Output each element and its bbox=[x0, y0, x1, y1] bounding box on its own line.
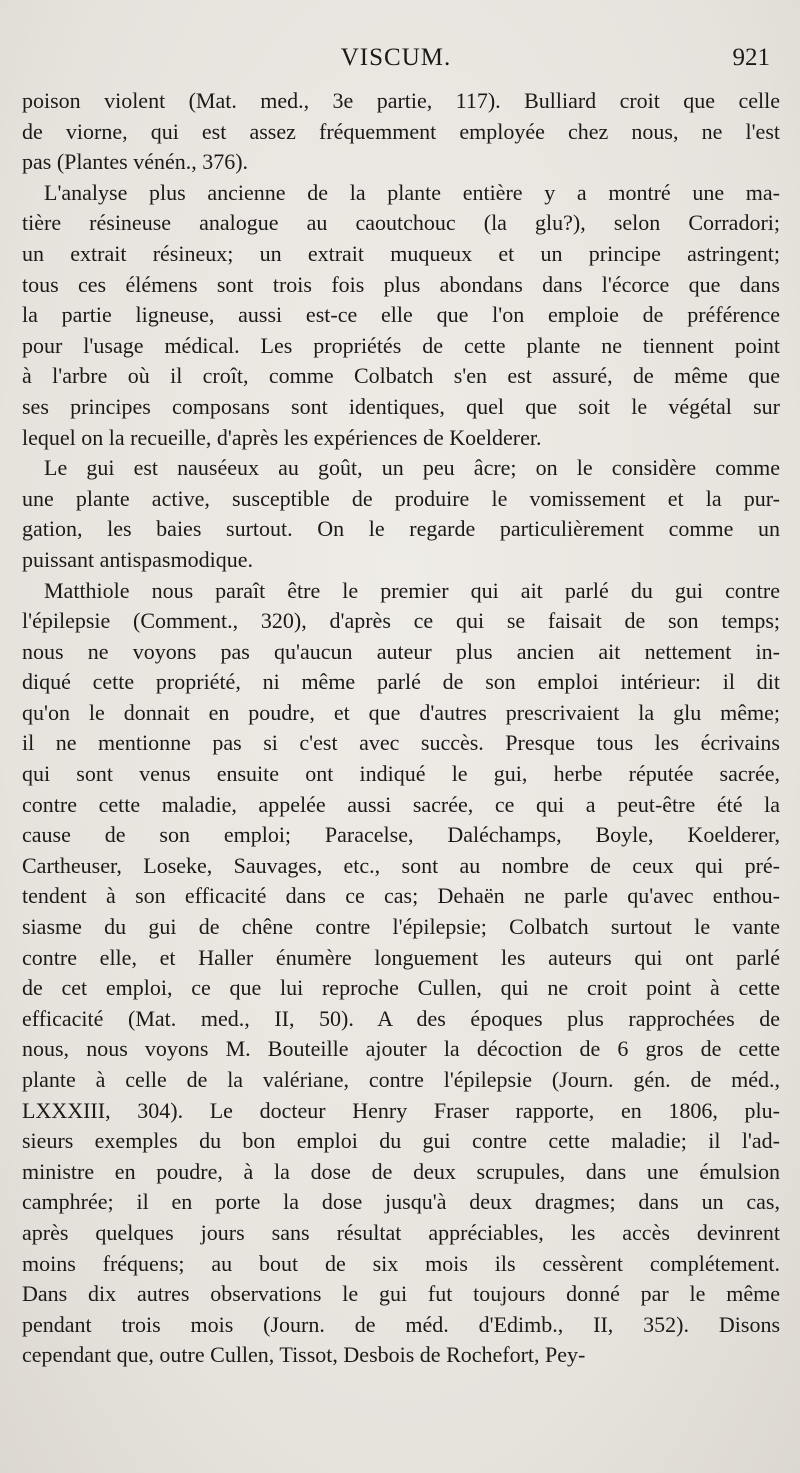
text-line: ministre en poudre, à la dose de deux scrupules, dans une émulsion bbox=[22, 1158, 780, 1184]
text-line: cependant que, outre Cullen, Tissot, Desbois de Rochefort, Pey- bbox=[22, 1342, 586, 1368]
text-line: tière résineuse analogue au caoutchouc (la glu?), selon Corradori; bbox=[22, 210, 780, 236]
page-number: 921 bbox=[732, 44, 770, 71]
text-line: nous ne voyons pas qu'aucun auteur plus ancien ait nettement in- bbox=[22, 638, 780, 664]
body-text bbox=[22, 86, 780, 1371]
text-line: tendent à son efficacité dans ce cas; Dehaën ne parle qu'avec enthou- bbox=[22, 883, 780, 909]
text-line: L'analyse plus ancienne de la plante entière y a montré une ma- bbox=[44, 179, 780, 205]
text-line: de viorne, qui est assez fréquemment employée chez nous, ne l'est bbox=[22, 118, 780, 144]
text-line: un extrait résineux; un extrait muqueux et un principe astringent; bbox=[22, 240, 780, 266]
text-line: gation, les baies surtout. On le regarde particulièrement comme un bbox=[22, 516, 780, 542]
text-line: Cartheuser, Loseke, Sauvages, etc., sont au nombre de ceux qui pré- bbox=[22, 852, 780, 878]
text-line: moins fréquens; au bout de six mois ils cessèrent complétement. bbox=[22, 1250, 780, 1276]
text-line: Dans dix autres observations le gui fut toujours donné par le même bbox=[22, 1281, 780, 1307]
text-line: poison violent (Mat. med., 3e partie, 117). Bulliard croit que celle bbox=[22, 88, 780, 113]
text-line: il ne mentionne pas si c'est avec succès. Presque tous les écrivains bbox=[22, 730, 780, 756]
text-line: diqué cette propriété, ni même parlé de son emploi intérieur: il dit bbox=[22, 669, 780, 695]
text-line: qui sont venus ensuite ont indiqué le gui, herbe réputée sacrée, bbox=[22, 761, 780, 787]
text-line: après quelques jours sans résultat appréciables, les accès devinrent bbox=[22, 1219, 780, 1245]
text-line: sieurs exemples du bon emploi du gui contre cette maladie; il l'ad- bbox=[22, 1128, 780, 1154]
text-line: contre elle, et Haller énumère longuement les auteurs qui ont parlé bbox=[22, 944, 780, 970]
text-line: lequel on la recueille, d'après les expériences de Koelderer. bbox=[22, 424, 542, 450]
paragraph bbox=[22, 576, 780, 1371]
paragraph bbox=[22, 453, 780, 575]
text-line: contre cette maladie, appelée aussi sacrée, ce qui a peut-être été la bbox=[22, 791, 780, 817]
text-line: nous, nous voyons M. Bouteille ajouter la décoction de 6 gros de cette bbox=[22, 1036, 780, 1062]
text-line: pour l'usage médical. Les propriétés de cette plante ne tiennent point bbox=[22, 332, 780, 358]
text-line: à l'arbre où il croît, comme Colbatch s'en est assuré, de même que bbox=[22, 363, 780, 389]
text-line: plante à celle de la valériane, contre l'épilepsie (Journ. gén. de méd., bbox=[22, 1067, 780, 1092]
text-line: de cet emploi, ce que lui reproche Cullen, qui ne croit point à cette bbox=[22, 975, 780, 1001]
text-line: une plante active, susceptible de produire le vomissement et la pur- bbox=[22, 485, 780, 511]
text-line: Matthiole nous paraît être le premier qui ait parlé du gui contre bbox=[44, 577, 780, 603]
text-line: LXXXIII, 304). Le docteur Henry Fraser rapporte, en 1806, plu- bbox=[22, 1097, 780, 1123]
text-line: siasme du gui de chêne contre l'épilepsie; Colbatch surtout le vante bbox=[22, 914, 780, 940]
text-line: camphrée; il en porte la dose jusqu'à deux dragmes; dans un cas, bbox=[22, 1189, 780, 1215]
text-line: tous ces élémens sont trois fois plus abondans dans l'écorce que dans bbox=[22, 271, 780, 297]
paragraph bbox=[22, 178, 780, 453]
text-line: ses principes composans sont identiques, quel que soit le végétal sur bbox=[22, 393, 780, 419]
text-line: puissant antispasmodique. bbox=[22, 546, 253, 572]
paragraph bbox=[22, 86, 780, 178]
text-line: pas (Plantes vénén., 376). bbox=[22, 149, 249, 175]
page-header bbox=[22, 44, 770, 80]
text-line: l'épilepsie (Comment., 320), d'après ce qui se faisait de son temps; bbox=[22, 608, 780, 634]
text-line: qu'on le donnait en poudre, et que d'autres prescrivaient la glu même; bbox=[22, 699, 780, 725]
text-line: efficacité (Mat. med., II, 50). A des époques plus rapprochées de bbox=[22, 1005, 780, 1031]
text-line: Le gui est nauséeux au goût, un peu âcre; on le considère comme bbox=[44, 455, 780, 481]
text-line: la partie ligneuse, aussi est-ce elle que l'on emploie de préférence bbox=[22, 302, 780, 328]
text-line: pendant trois mois (Journ. de méd. d'Edimb., II, 352). Disons bbox=[22, 1311, 780, 1337]
text-line: cause de son emploi; Paracelse, Daléchamps, Boyle, Koelderer, bbox=[22, 822, 780, 848]
running-title: VISCUM. bbox=[340, 44, 452, 71]
